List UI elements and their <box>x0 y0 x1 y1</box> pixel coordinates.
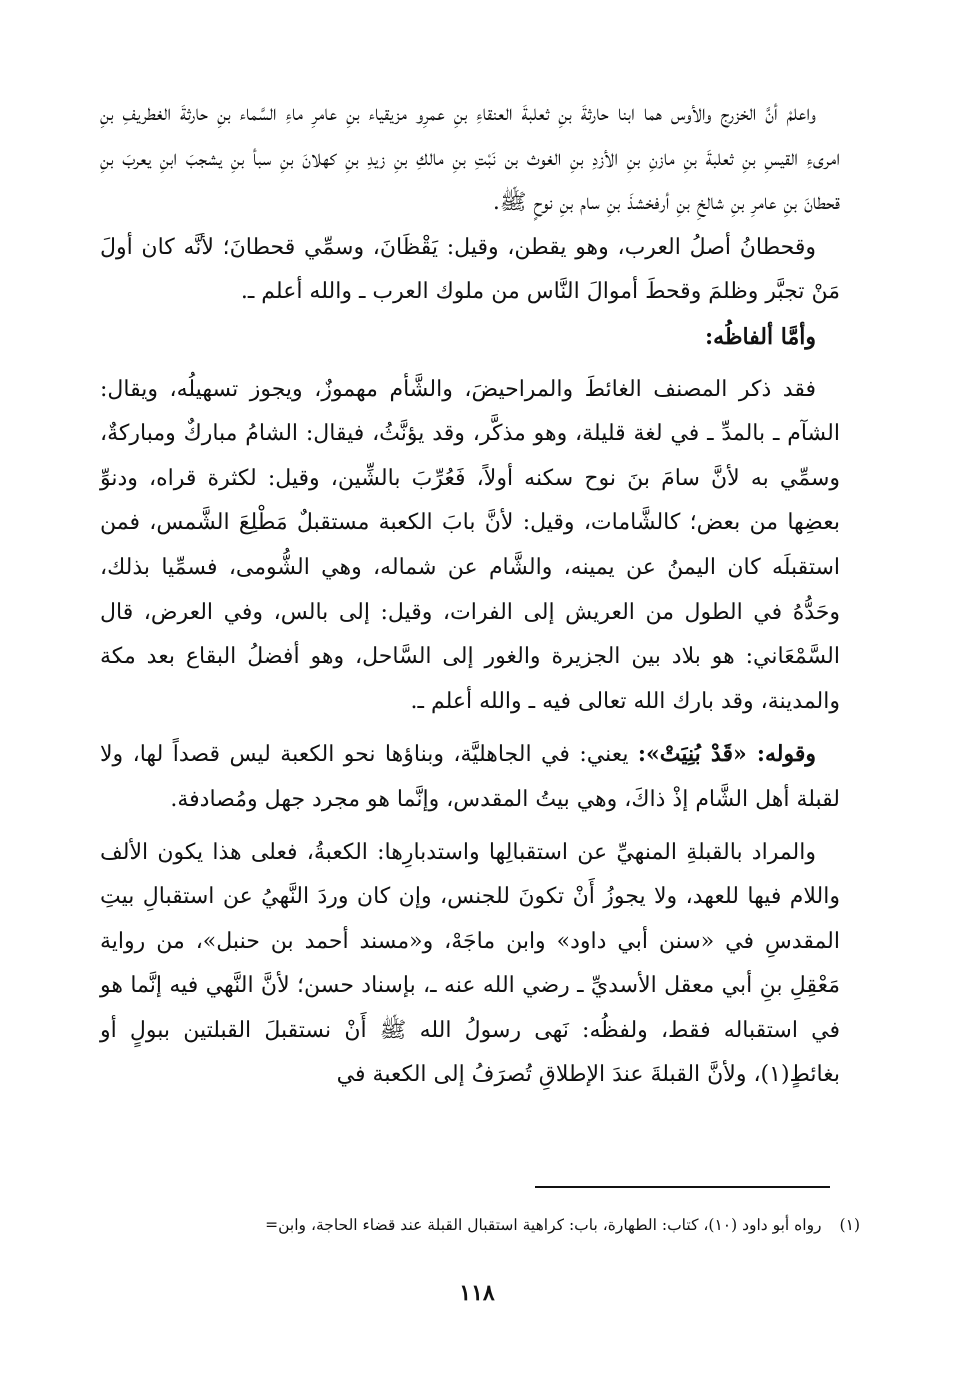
paragraph-qibla: والمراد بالقبلةِ المنهيِّ عن استقبالِها واستدبارِها: الكعبةُ، فعلى هذا يكون الألف واللام فيها للعهد، ولا يجوزُ أَنْ تكونَ للجنس، وإن كان وردَ النَّهيُ عن استقبالِ بيتِ المقدسِ في «سنن أبي داود» وابن ماجَهْ، و«مسند أحمد بن حنبل»، من رواية مَعْقِلِ بنِ أبي معقل الأسديِّ ـ رضي الله عنه ـ، بإسناد حسن؛ لأنَّ النَّهي فيه إنَّما هو في استقباله فقط، ولفظُه: نَهى رسولُ الله ﷺ أَنْ نستقبلَ القبلتين ببولٍ أو بغائطٍ(١)، ولأنَّ القبلةَ عندَ الإطلاقِ تُصرَفُ إلى الكعبة في <box>100 839 840 1088</box>
paragraph-qahtan: وقحطانُ أصلُ العرب، وهو يقطن، وقيل: يَقْظَانَ، وسمِّي قحطانَ؛ لأنَّه كان أولَ مَنْ تجبَّر وظلمَ وقحطَ أموالَ النَّاس من ملوك العرب ـ والله أعلم ـ. <box>100 234 840 305</box>
paragraph-lineage: واعلمْ أنَّ الخزرج والأوس هما ابنا حارثةَ بنِ ثعلبةَ العنقاءِ بنِ عمرِو مزيقياء بنِ عامرِ ماءِ السَّماء بنِ حارثةَ الغطريفِ بنِ امرىءِ القيسِ بنِ ثعلبةَ بنِ مازنِ بنِ الأزدِ بنِ الغوث بن نَبْتِ بنِ مالكِ بنِ زيدِ بنِ كهلانَ بنِ سبأ بنِ يشجبَ ابنِ يعربَ بنِ قحطانَ بنِ عامرِ بنِ شالخِ بنِ أرفخشذَ بنِ سام بنِ نوحٍ ﷺ. <box>100 101 840 216</box>
paragraph-qawluh <box>100 732 840 822</box>
page-number: ١١٨ <box>459 1280 495 1306</box>
quote-lead: وقوله: «قَدْ بُنِيَتْ»: <box>637 741 816 768</box>
paragraph-sham: فقد ذكر المصنف الغائطَ والمراحيضَ، والشَّأم مهموزٌ، ويجوز تسهيلُه، ويقال: الشآم ـ بالمدِّ ـ في لغة قليلة، وهو مذكَّر، وقد يؤنَّثُ، فيقال: الشامُ مباركٌ ومباركةٌ، وسمِّي به لأنَّ سامَ بنَ نوح سكنه أولاً، فَعُرِّبَ بالشِّين، وقيل: لكثرة قراه، ودنوِّ بعضِها من بعض؛ كالشَّامات، وقيل: لأنَّ بابَ الكعبة مستقبلٌ مَطْلِعَ الشَّمس، فمن استقبلَه كان اليمنُ عن يمينه، والشَّام عن شماله، وهي الشُّومى، فسمِّيا بذلك، وحَدُّهُ في الطول من العريش إلى الفرات، وقيل: إلى بالس، وفي العرض، قال السَّمْعَاني: هو بلاد بين الجزيرة والغور إلى السَّاحل، وهو أفضلُ البقاع بعد مكة والمدينة، وقد بارك الله تعالى فيه ـ والله أعلم ـ. <box>100 376 840 714</box>
footnote-number: (١) <box>839 1216 860 1234</box>
footnote-text: رواه أبو داود (١٠)، كتاب: الطهارة، باب: كراهية استقبال القبلة عند قضاء الحاجة، وابن= <box>265 1216 822 1234</box>
footnote-divider <box>535 1186 830 1188</box>
quote-text: يعني: في الجاهليَّة، وبناؤها نحو الكعبة ليس قصداً لها، ولا لقبلة أهل الشَّام إذْ ذاكَ، وهي بيتُ المقدس، وإنَّما هو مجرد جهل ومُصادفة. <box>100 742 840 812</box>
section-heading: وأمَّا ألفاظُه: <box>705 323 816 350</box>
footnote <box>70 1212 860 1238</box>
main-text <box>100 92 840 1098</box>
